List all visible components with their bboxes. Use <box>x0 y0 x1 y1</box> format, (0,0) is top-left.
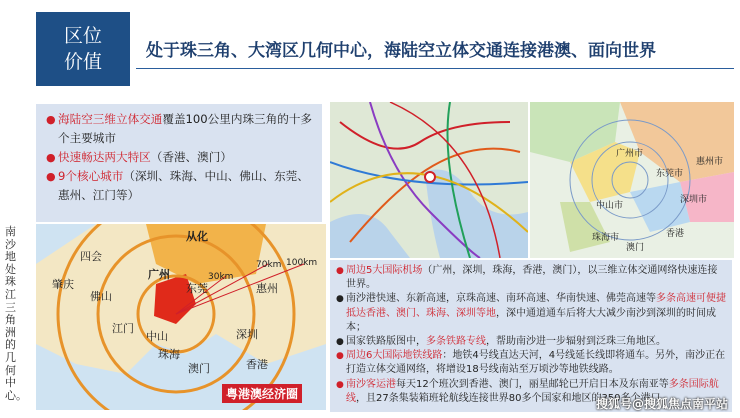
ring-city-7: 江门 <box>112 322 134 335</box>
top-bullet-highlight: 快速畅达两大特区 <box>58 150 151 164</box>
bullet-segment: 多条国际航线 <box>346 378 719 404</box>
bullet-segment: ，且27条集装箱班轮航线连接世界80多个国家和地区的350多个港口 <box>356 392 661 404</box>
vertical-note: 南沙地处珠江三角洲的几何中心。 <box>5 225 27 402</box>
bullet-segment: 周边5大国际机场 <box>346 265 423 276</box>
traffic-network-map <box>330 102 528 258</box>
bullet-segment: 国家铁路版图中， <box>346 336 426 348</box>
map2-city-2: 东莞市 <box>656 169 684 179</box>
title-divider <box>136 68 734 69</box>
ring-city-9: 深圳 <box>236 328 258 341</box>
bullet-segment: ：地铁4号线直达天河，4号线延长线即将通车。另外，南沙正在打造立体交通网络，将增设18号线南站至万顷沙等地铁线路。 <box>346 350 726 376</box>
bullet-segment: ，深中通道通车后将大大减少南沙到深圳的时间成本； <box>346 307 716 333</box>
ring-city-1: 四会 <box>80 250 102 263</box>
ring-city-11: 香港 <box>246 358 268 371</box>
top-bullet-1 <box>46 148 314 167</box>
bullet-segment: 多条铁路专线 <box>426 336 486 348</box>
watermark: 搜狐号@搜狐焦点南平站 <box>595 397 728 411</box>
ring-city-4: 佛山 <box>90 290 112 303</box>
bullet-dot: ● <box>336 266 344 276</box>
bullet-dot: ● <box>46 170 56 183</box>
bullet-dot: ● <box>336 294 344 305</box>
map2-city-6: 香港 <box>666 229 685 239</box>
bottom-bullet-0 <box>336 264 726 292</box>
ring-city-2: 肇庆 <box>52 278 74 291</box>
map2-city-5: 中山市 <box>596 201 624 211</box>
map2-city-0: 广州市 <box>616 149 644 159</box>
bullet-dot: ● <box>336 337 344 348</box>
ring-city-10: 珠海 <box>158 348 180 361</box>
ring-city-3: 广州 <box>148 268 170 281</box>
economic-circle-banner: 粤港澳经济圈 <box>222 384 302 403</box>
bullet-segment: ，帮助南沙进一步辐射到泛珠三角地区。 <box>486 336 666 348</box>
map2-city-3: 惠州市 <box>696 157 724 167</box>
bullet-dot: ● <box>336 379 344 390</box>
bullet-segment: 周边6大国际地铁线路 <box>346 350 443 362</box>
top-bullets-panel <box>36 104 322 222</box>
bottom-bullet-2 <box>336 335 726 349</box>
bullet-segment: 南沙客运港 <box>346 378 396 390</box>
bullet-segment: （广州，深圳，珠海，香港，澳门），以三维立体交通网络快速连接世界。 <box>346 265 718 291</box>
ring-distance-2: 100km <box>286 258 318 268</box>
bottom-bullets-panel <box>330 260 732 412</box>
ring-distance-map <box>36 224 326 410</box>
section-tag <box>36 12 130 86</box>
bullet-dot: ● <box>336 351 344 362</box>
ring-city-6: 惠州 <box>256 282 278 295</box>
top-bullet-0 <box>46 110 314 148</box>
page-title: 处于珠三角、大湾区几何中心，海陆空立体交通连接港澳、面向世界 <box>146 41 656 61</box>
ring-city-5: 东莞 <box>186 282 208 295</box>
ring-distance-0: 30km <box>208 272 234 282</box>
bottom-bullet-1 <box>336 292 726 335</box>
map2-city-1: 深圳市 <box>680 195 708 205</box>
regional-city-map <box>530 102 734 258</box>
ring-distance-1: 70km <box>256 260 282 270</box>
top-bullet-highlight: 海陆空三维立体交通 <box>58 112 163 126</box>
section-tag-line1: 区位 <box>63 25 102 47</box>
bottom-bullet-3 <box>336 349 726 377</box>
section-tag-line2: 价值 <box>63 51 102 73</box>
top-bullet-text: 覆盖100公里内珠三角的十多个主要城市 <box>58 112 313 145</box>
top-bullet-text: （香港、澳门） <box>150 150 232 164</box>
map2-city-4: 珠海市 <box>592 233 620 243</box>
bullet-segment: 多条高速可便捷抵达香港、澳门、珠海、深圳等地 <box>346 293 726 319</box>
ring-city-0: 从化 <box>186 230 208 243</box>
top-bullet-highlight: 9个核心城市 <box>58 169 124 183</box>
bullet-segment: 每天12个班次到香港、澳门，丽星邮轮已开启日本及东南亚等 <box>396 378 669 390</box>
top-bullet-text: （深圳、珠海、中山、佛山、东莞、惠州、江门等） <box>58 169 309 202</box>
bullet-dot: ● <box>46 113 56 126</box>
bullet-segment: 南沙港快速、东新高速，京珠高速、南环高速、华南快速、佛莞高速等 <box>346 293 656 305</box>
map2-city-7: 澳门 <box>626 243 645 253</box>
ring-city-12: 澳门 <box>188 362 210 375</box>
bullet-dot: ● <box>46 151 56 164</box>
ring-city-8: 中山 <box>146 330 168 343</box>
top-bullet-2 <box>46 167 314 205</box>
